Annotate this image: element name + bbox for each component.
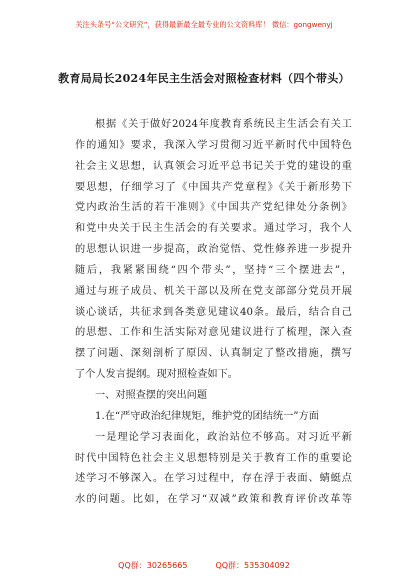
paragraph-line: 了个人发言提纲。现对照检查如下。 [75,369,238,381]
paragraph-line: 社会主义思想，认真领会习近平总书记关于党的建设的重 [75,160,352,172]
paragraph-line: 的思想、工作和生活实际对意见建议进行了梳理，深入查 [75,327,352,339]
paragraph-line: 的思想认识进一步提高，政治觉悟、党性修养进一步提升 [75,244,352,256]
paragraph-line: 通过与班子成员、机关干部以及所在党支部部分党员开展 [75,285,352,297]
section-heading: 一、对照查摆的突出问题 [95,389,208,401]
document-body [75,115,352,511]
paragraph-line: 水的问题。比如，在学习“双减”政策和教育评价改革等 [75,494,352,506]
paragraph-line: 根据《关于做好2024年度教育系统民主生活会有关工 [95,119,352,130]
footer-contacts [0,560,408,571]
footer-qq-group-2: QQ群：535304092 [215,561,290,570]
header-notice: 关注头条号“公文研究”，获得最新最全最专业的公文资料库！ 微信：gongwenyj [75,20,333,29]
paragraph-line: 谈心谈话，共征求到各类意见建议40条。最后，结合自己 [75,306,352,318]
paragraph-line: 时代中国特色社会主义思想特别是关于教育工作的重要论 [75,452,352,464]
paragraph-line: 摆了问题、深刻剖析了原因、认真制定了整改措施，撰写 [75,348,352,360]
paragraph-line: 党内政治生活的若干准则》《中国共产党纪律处分条例》 [75,202,352,214]
footer-qq-group-1: QQ群：30265665 [118,561,188,570]
paragraph-line: 要思想，仔细学习了《中国共产党章程》《关于新形势下 [75,181,352,193]
paragraph-line: 述学习不够深入。在学习过程中，存在浮于表面、蜻蜓点 [75,473,352,485]
document-title: 教育局局长2024年民主生活会对照检查材料（四个带头） [58,72,350,85]
paragraph-line: 和党中央关于民主生活会的有关要求。通过学习，我个人 [75,223,352,235]
paragraph-line: 作的通知》要求，我深入学习贯彻习近平新时代中国特色 [75,139,352,151]
paragraph-line: 一是理论学习表面化，政治站位不够高。对习近平新 [95,431,352,443]
paragraph-line: 随后，我紧紧围绕“四个带头”，坚持“三个摆进去”， [75,264,352,276]
subsection-heading: 1.在“严守政治纪律规矩，维护党的团结统一”方面 [95,410,319,422]
